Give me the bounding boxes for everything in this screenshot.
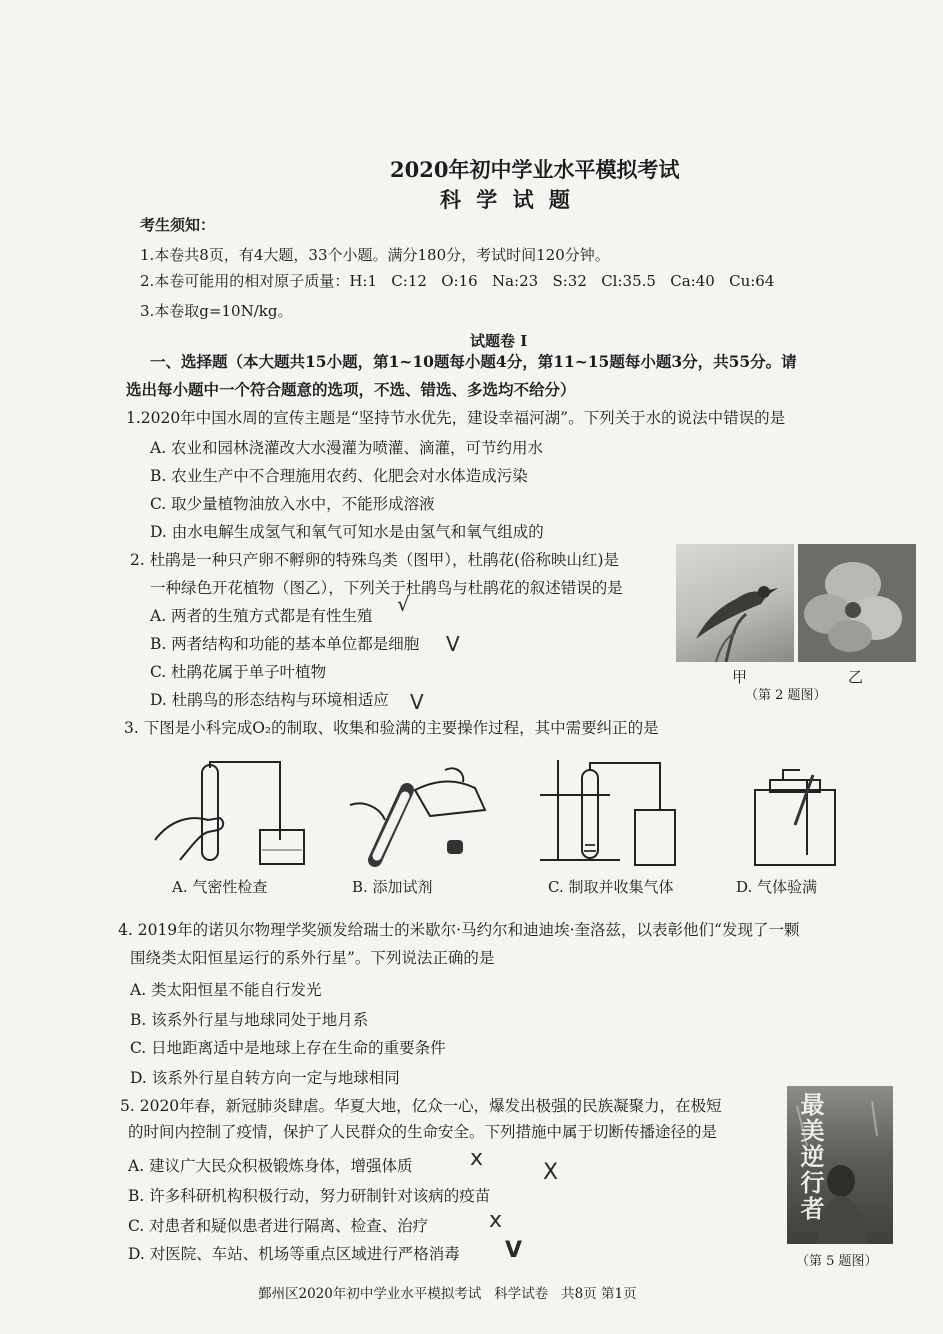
gas-generation-collection-apparatus [520,755,690,870]
question-stem: 4. 2019年的诺贝尔物理学奖颁发给瑞士的米歇尔·马约尔和迪迪埃·奎洛兹，以表彰他们“发现了一颗 [118,921,800,939]
question-option: A. 农业和园林浇灌改大水漫灌为喷灌、滴灌，可节约用水 [150,439,544,457]
handwritten-cross-mark: x [489,1208,503,1233]
apparatus-label: D. 气体验满 [736,878,818,896]
notice-line: 2.本卷可能用的相对原子质量：H:1 C:12 O:16 Na:23 S:32 Cl:35.5 Ca:40 Cu:64 [140,272,775,290]
question-option: C. 杜鹃花属于单子叶植物 [150,663,327,681]
notice-line: 1.本卷共8页，有4大题，33个小题。满分180分，考试时间120分钟。 [140,246,610,264]
apparatus-label: A. 气密性检查 [172,878,268,896]
apparatus-label: B. 添加试剂 [352,878,433,896]
paper-label: 试题卷 I [470,332,528,350]
poster-text: 最美逆行者 [796,1092,825,1222]
adding-reagent-apparatus [345,760,505,870]
figure-label-left: 甲 [732,668,748,686]
handwritten-cross-mark: x [470,1146,484,1171]
section-intro: 选出每小题中一个符合题意的选项，不选、错选、多选均不给分） [126,380,576,399]
exam-subtitle: 科 学 试 题 [440,187,574,212]
question-option: D. 杜鹃鸟的形态结构与环境相适应 [150,691,389,709]
notice-line: 3.本卷取g=10N/kg。 [140,302,293,320]
airtightness-check-apparatus [150,760,320,870]
handwritten-v-mark: V [446,632,460,656]
question-option: D. 该系外行星自转方向一定与地球相同 [130,1069,400,1087]
handwritten-check-mark: √ [397,592,410,616]
azalea-flower-photo [798,544,916,662]
page-footer: 鄞州区2020年初中学业水平模拟考试 科学试卷 共8页 第1页 [258,1286,637,1302]
handwritten-v-mark: V [410,690,424,714]
figure-caption: （第 5 题图） [796,1254,878,1269]
cuckoo-bird-photo [676,544,794,662]
question-stem: 一种绿色开花植物（图乙），下列关于杜鹃鸟与杜鹃花的叙述错误的是 [150,579,623,597]
gas-full-test-apparatus [735,765,855,870]
question-option: A. 建议广大民众积极锻炼身体，增强体质 [128,1157,413,1175]
figure-caption: （第 2 题图） [745,688,827,703]
question-stem: 围绕类太阳恒星运行的系外行星”。下列说法正确的是 [130,949,495,967]
question-option: C. 取少量植物油放入水中，不能形成溶液 [150,495,435,513]
figure-label-right: 乙 [848,668,864,686]
question-stem: 2. 杜鹃是一种只产卵不孵卵的特殊鸟类（图甲），杜鹃花(俗称映山红)是 [130,551,620,569]
question-option: C. 对患者和疑似患者进行隔离、检查、治疗 [128,1217,429,1235]
notice-heading: 考生须知： [140,216,216,234]
question-option: B. 许多科研机构积极行动，努力研制针对该病的疫苗 [128,1187,491,1205]
question-option: B. 两者结构和功能的基本单位都是细胞 [150,635,420,653]
question-option: A. 类太阳恒星不能自行发光 [130,981,322,999]
handwritten-v-mark: V [505,1238,523,1263]
apparatus-label: C. 制取并收集气体 [548,878,674,896]
question-option: B. 该系外行星与地球同处于地月系 [130,1011,369,1029]
handwritten-cross-mark: X [543,1160,559,1185]
question-stem: 5. 2020年春，新冠肺炎肆虐。华夏大地，亿众一心，爆发出极强的民族凝聚力，在极短 [120,1097,722,1115]
question-option: D. 对医院、车站、机场等重点区域进行严格消毒 [128,1245,460,1263]
question-option: A. 两者的生殖方式都是有性生殖 [150,607,373,625]
question-stem: 3. 下图是小科完成O₂的制取、收集和验满的主要操作过程，其中需要纠正的是 [124,719,659,737]
question-option: D. 由水电解生成氢气和氧气可知水是由氢气和氧气组成的 [150,523,544,541]
question-stem: 1.2020年中国水周的宣传主题是“坚持节水优先，建设幸福河湖”。下列关于水的说法中错误的是 [126,409,786,427]
question-option: B. 农业生产中不合理施用农药、化肥会对水体造成污染 [150,467,528,485]
section-intro: 一、选择题（本大题共15小题，第1~10题每小题4分，第11~15题每小题3分，共55分。请 [150,352,797,371]
question-stem: 的时间内控制了疫情，保护了人民群众的生命安全。下列措施中属于切断传播途径的是 [128,1123,718,1141]
question-option: C. 日地距离适中是地球上存在生命的重要条件 [130,1039,446,1057]
retrograde-poster-image [787,1086,893,1244]
exam-title: 2020年初中学业水平模拟考试 [390,157,680,182]
